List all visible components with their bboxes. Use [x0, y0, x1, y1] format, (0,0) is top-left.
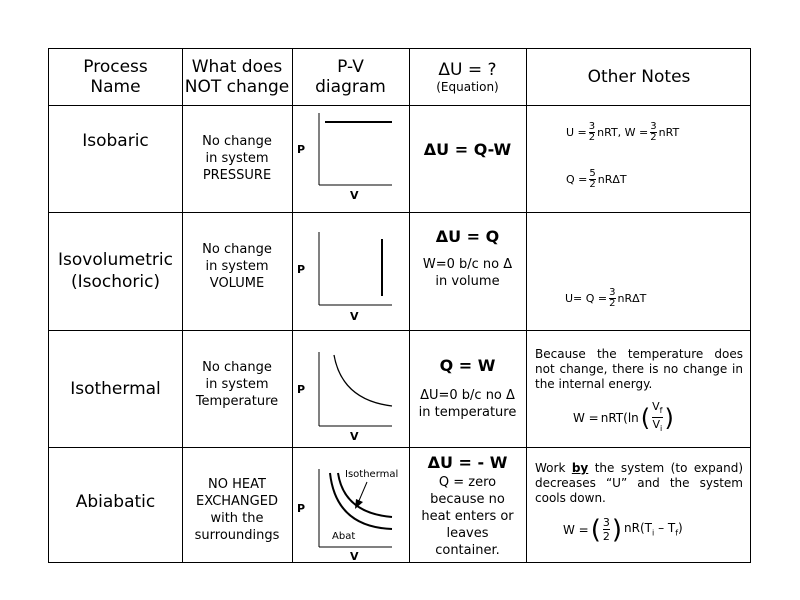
header-du-sub: (Equation) — [436, 80, 499, 94]
den: 2 — [588, 132, 596, 143]
pv-diagram-isobaric — [292, 105, 409, 212]
header-du — [409, 49, 526, 105]
no-change-line: No change — [202, 241, 272, 257]
process-name-text: Abiabatic — [75, 492, 156, 512]
p-label: P — [297, 263, 306, 276]
no-change-line: in system — [205, 376, 269, 392]
num: 3 — [602, 516, 610, 529]
den: 2 — [650, 132, 657, 143]
process-name — [49, 212, 182, 330]
notes-text-part: Work — [535, 461, 572, 475]
header-du-text: ΔU = ? — [438, 60, 497, 80]
notes-text-by: by — [571, 461, 589, 475]
header-notes — [526, 49, 752, 105]
p-label: P — [297, 383, 306, 396]
fraction — [652, 400, 662, 435]
process-name — [49, 447, 182, 557]
equation-cell — [409, 105, 526, 193]
equation-text: ΔU = Q-W — [423, 139, 512, 159]
header-notes-text: Other Notes — [587, 67, 691, 87]
no-change-cell — [182, 447, 292, 572]
header-process-text: Process Name — [83, 57, 148, 97]
process-name — [49, 105, 182, 177]
no-change-line: No change — [202, 359, 272, 375]
no-change-line: VOLUME — [209, 275, 265, 291]
v-label: V — [350, 310, 359, 323]
equation-sub: because no — [430, 492, 505, 507]
process-name-text: (Isochoric) — [70, 272, 161, 292]
notes-formula-u-w — [566, 122, 679, 143]
v-label: V — [350, 550, 359, 563]
equation-cell — [409, 449, 526, 561]
notes-text — [535, 461, 743, 506]
isothermal-curve — [334, 355, 392, 406]
equation-text: Q = W — [439, 356, 496, 375]
process-name — [49, 330, 182, 447]
math-text: nRT(ln — [600, 410, 639, 425]
math-text: U = — [566, 126, 587, 139]
fraction — [609, 288, 615, 309]
process-name-text: Isothermal — [70, 378, 161, 399]
equation-cell — [409, 330, 526, 447]
no-change-cell — [182, 330, 292, 438]
pv-diagram-isothermal — [292, 330, 409, 447]
p-label: P — [297, 143, 306, 156]
den: 2 — [589, 179, 596, 190]
pv-diagram-isovolumetric — [292, 212, 409, 330]
no-change-line: Temperature — [195, 393, 279, 409]
no-change-line: No change — [202, 134, 272, 149]
col-divider — [526, 49, 527, 562]
equation-sub: heat enters or — [421, 509, 514, 524]
notes-text: Because the temperature does not change, there is no change in the internal energy. — [535, 347, 743, 391]
arrow-line — [358, 482, 367, 503]
num: 5 — [589, 168, 596, 179]
notes-cell — [535, 461, 743, 543]
no-change-line: surroundings — [194, 527, 280, 543]
num: 3 — [650, 121, 657, 132]
notes-formula-u-q — [565, 288, 646, 309]
notes-formula-q — [566, 169, 627, 190]
equation-sub: W=0 b/c no Δ — [422, 257, 513, 272]
no-change-line: with the — [210, 510, 264, 526]
fraction — [589, 169, 595, 190]
math-text: nRΔT — [597, 173, 627, 186]
header-pv-text: P-V diagram — [315, 57, 386, 97]
notes-cell — [536, 121, 742, 190]
notes-cell — [535, 347, 743, 435]
math-text: $nR(T_i - T_f)$ — [624, 521, 683, 538]
notes-formula-w-adiabatic: W = ( $\frac{3}{2}$ ) $nR(T_i - T_f)$ — [563, 514, 683, 545]
header-process — [49, 49, 182, 105]
isothermal-label: Isothermal — [345, 469, 399, 480]
den: V — [652, 418, 660, 432]
v-label: V — [350, 430, 359, 443]
fraction — [650, 122, 656, 143]
equation-sub: in volume — [435, 274, 500, 289]
sub: f — [659, 406, 663, 416]
notes-formula-w: W = nRT(ln ( $\frac{V_f}{V_i}$ ) — [573, 400, 674, 434]
abat-label: Abat — [332, 531, 356, 542]
num: 3 — [609, 287, 616, 298]
math-text: W = — [563, 522, 589, 537]
equation-sub: container. — [435, 543, 500, 558]
den: 2 — [609, 298, 616, 309]
equation-cell — [409, 219, 526, 309]
header-not-change-text: What does NOT change — [184, 57, 290, 97]
v-label: V — [350, 189, 359, 202]
equation-text: ΔU = - W — [427, 453, 508, 472]
no-change-line: in system — [205, 258, 269, 274]
math-text: U= Q = — [565, 292, 608, 305]
fraction — [589, 122, 595, 143]
math-text: Q = — [566, 173, 588, 186]
equation-sub: Q = zero — [438, 475, 497, 490]
header-pv — [292, 49, 409, 105]
equation-text: ΔU = Q — [435, 227, 500, 246]
process-name-text: Isovolumetric — [58, 250, 173, 270]
math-text: nRT — [658, 126, 680, 139]
notes-cell — [565, 287, 646, 309]
p-label: P — [297, 502, 306, 515]
num: 3 — [588, 121, 596, 132]
no-change-line: EXCHANGED — [196, 493, 278, 509]
den: 2 — [602, 530, 610, 543]
equation-sub: leaves — [446, 526, 489, 541]
math-text: nRΔT — [617, 292, 647, 305]
math-text: nRT, W = — [597, 126, 649, 139]
no-change-line: PRESSURE — [202, 168, 272, 183]
equation-sub: ΔU=0 b/c no Δ — [420, 388, 515, 403]
equation-sub: in temperature — [418, 405, 517, 420]
sub: i — [659, 424, 663, 434]
num: V — [652, 400, 660, 413]
pv-diagram-adiabatic — [292, 447, 409, 564]
header-not-change — [182, 49, 292, 105]
no-change-line: in system — [205, 151, 269, 166]
math-text: W = — [573, 410, 599, 425]
fraction — [603, 516, 610, 543]
process-table — [48, 48, 751, 563]
no-change-line: NO HEAT — [208, 476, 266, 492]
no-change-cell — [182, 105, 292, 212]
no-change-cell — [182, 212, 292, 320]
notes-text-part: the system (to expand) decreases “U” and the system cools down. — [535, 461, 744, 505]
process-name-text: Isobaric — [82, 131, 149, 151]
